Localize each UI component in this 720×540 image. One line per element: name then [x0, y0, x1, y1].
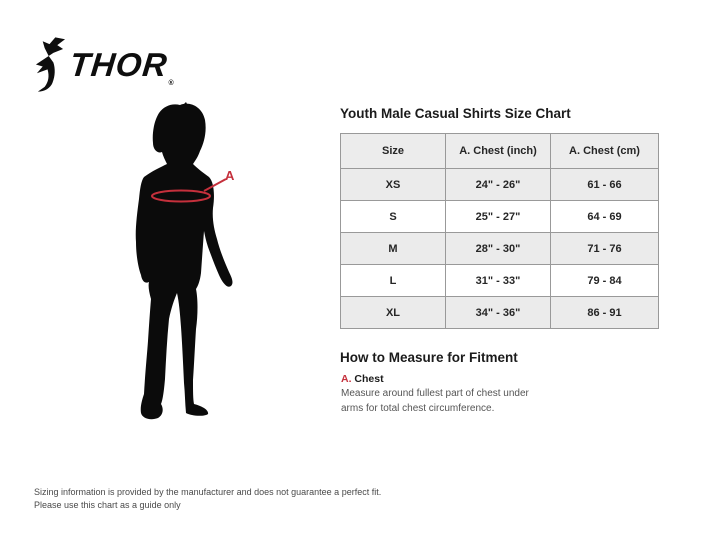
- measure-item-key: [341, 373, 384, 385]
- registered-trademark-mark: ®: [168, 80, 174, 87]
- table-row: [341, 201, 659, 233]
- measurement-figure: [125, 102, 265, 422]
- table-header-row: [341, 134, 659, 169]
- table-row: [341, 233, 659, 265]
- size-chart-title: Youth Male Casual Shirts Size Chart: [340, 106, 571, 121]
- cell-size: XL: [341, 297, 446, 329]
- how-to-measure-title: How to Measure for Fitment: [340, 350, 518, 365]
- table-row: [341, 169, 659, 201]
- table-row: [341, 297, 659, 329]
- sizing-disclaimer: [34, 486, 381, 512]
- cell-chest-inch: 25" - 27": [446, 201, 551, 233]
- column-header-cm: A. Chest (cm): [551, 134, 659, 169]
- thor-goat-icon: [33, 36, 66, 93]
- size-chart-table: [340, 133, 659, 329]
- cell-chest-inch: 34" - 36": [446, 297, 551, 329]
- child-silhouette-figure: [125, 102, 265, 422]
- cell-size: XS: [341, 169, 446, 201]
- brand-wordmark: THOR: [68, 46, 170, 83]
- brand-logo: [33, 36, 174, 93]
- cell-chest-inch: 24" - 26": [446, 169, 551, 201]
- column-header-size: Size: [341, 134, 446, 169]
- cell-chest-cm: 79 - 84: [551, 265, 659, 297]
- cell-chest-cm: 64 - 69: [551, 201, 659, 233]
- column-header-inch: A. Chest (inch): [446, 134, 551, 169]
- disclaimer-line-1: Sizing information is provided by the manufacturer and does not guarantee a perfect fit.: [34, 487, 382, 497]
- cell-size: M: [341, 233, 446, 265]
- cell-size: L: [341, 265, 446, 297]
- cell-chest-cm: 86 - 91: [551, 297, 659, 329]
- chest-measure-label: A: [225, 168, 235, 183]
- cell-size: S: [341, 201, 446, 233]
- measure-key-letter: A.: [341, 373, 352, 385]
- measure-item-description: Measure around fullest part of chest under arms for total chest circumference.: [341, 388, 529, 414]
- cell-chest-cm: 61 - 66: [551, 169, 659, 201]
- table-row: [341, 265, 659, 297]
- disclaimer-line-2: Please use this chart as a guide only: [34, 500, 181, 511]
- measure-key-label: Chest: [354, 373, 384, 385]
- cell-chest-inch: 28" - 30": [446, 233, 551, 265]
- cell-chest-inch: 31" - 33": [446, 265, 551, 297]
- cell-chest-cm: 71 - 76: [551, 233, 659, 265]
